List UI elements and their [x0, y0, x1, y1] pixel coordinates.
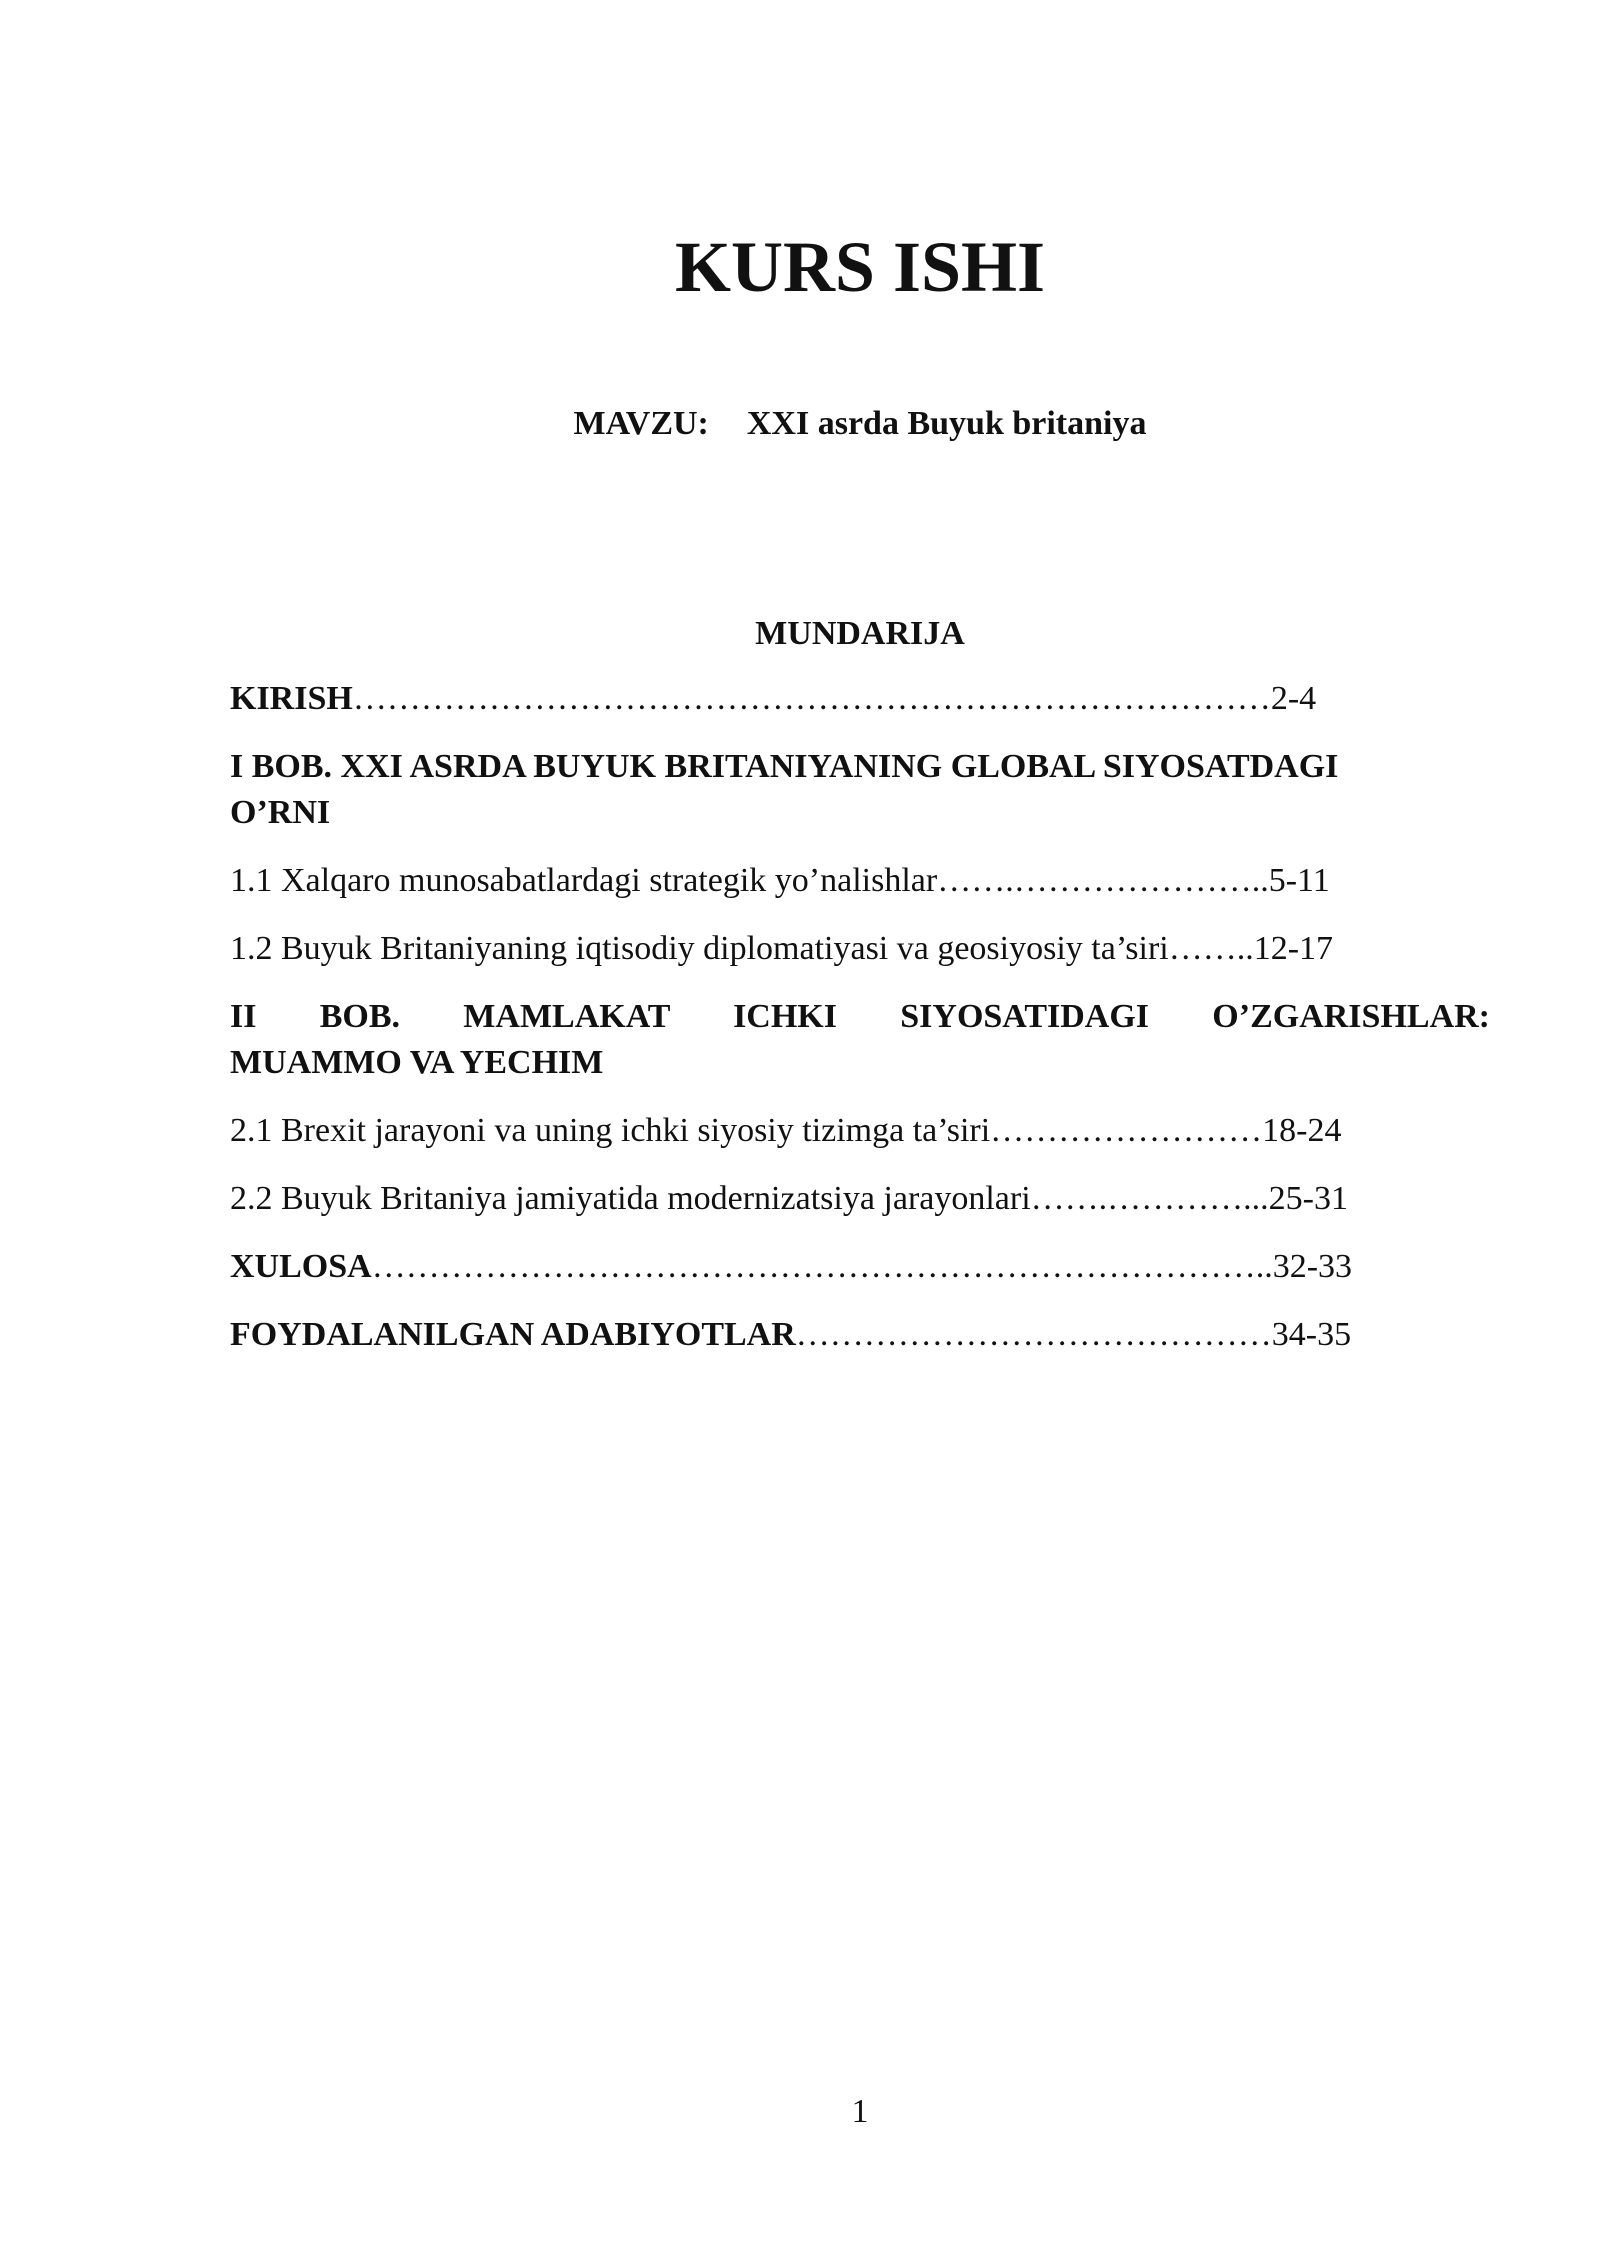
toc-chapter-title-line1: I BOB. XXI ASRDA BUYUK BRITANIYANING GLOBAL SIYOSATDAGI — [230, 748, 1339, 785]
toc-heading: MUNDARIJA — [755, 615, 965, 652]
toc-leader-dots: …….. — [1168, 930, 1254, 967]
toc-entry-1-2 — [230, 926, 1490, 972]
toc-entry-kirish — [230, 676, 1490, 722]
subject-text: XXI asrda Buyuk britaniya — [746, 405, 1147, 442]
toc-entry-pages: 2-4 — [1270, 680, 1317, 717]
toc-entry-label: XULOSA — [230, 1248, 372, 1285]
toc-leader-dots: …………………………………………………………………….. — [371, 1248, 1273, 1285]
toc-chapter-title-line1: II BOB. MAMLAKAT ICHKI SIYOSATIDAGI O’ZGARISHLAR: — [230, 998, 1490, 1035]
toc-leader-dots: …………………… — [990, 1112, 1263, 1149]
toc-entry-2-1 — [230, 1108, 1490, 1154]
toc-entry-label: 1.2 Buyuk Britaniyaning iqtisodiy diplomatiyasi va geosiyosiy ta’siri — [230, 930, 1169, 967]
toc-leader-dots: …….………………….. — [937, 862, 1269, 899]
toc-leader-dots: ……………………………………………………………………… — [352, 680, 1271, 717]
toc-entry-adabiyotlar — [230, 1312, 1490, 1358]
toc-chapter-2 — [230, 994, 1490, 1086]
toc-entry-pages: 18-24 — [1262, 1112, 1342, 1149]
toc-entry-pages: 25-31 — [1268, 1180, 1348, 1217]
toc-entry-1-1 — [230, 858, 1490, 904]
toc-leader-dots: …….…………... — [1030, 1180, 1269, 1217]
toc-entry-pages: 5-11 — [1268, 862, 1330, 899]
toc-entry-pages: 32-33 — [1272, 1248, 1353, 1285]
table-of-contents — [230, 676, 1490, 1380]
toc-entry-label: KIRISH — [230, 680, 353, 717]
toc-chapter-title-line2: MUAMMO VA YECHIM — [230, 1044, 604, 1081]
subject-line — [0, 402, 1600, 446]
toc-chapter-title-line2: O’RNI — [230, 794, 331, 831]
toc-entry-label: 1.1 Xalqaro munosabatlardagi strategik yo’nalishlar — [230, 862, 938, 899]
subject-label: MAVZU: — [573, 405, 709, 442]
toc-entry-2-2 — [230, 1176, 1490, 1222]
toc-leader-dots: …………………………………… — [795, 1316, 1272, 1353]
toc-entry-pages: 12-17 — [1253, 930, 1334, 967]
toc-entry-label: FOYDALANILGAN ADABIYOTLAR — [230, 1316, 796, 1353]
toc-entry-label: 2.2 Buyuk Britaniya jamiyatida modernizatsiya jarayonlari — [230, 1180, 1031, 1217]
page-title: KURS ISHI — [674, 227, 1046, 307]
toc-entry-pages: 34-35 — [1271, 1316, 1352, 1353]
toc-entry-xulosa — [230, 1244, 1490, 1290]
toc-chapter-1 — [230, 744, 1490, 836]
page-number: 1 — [851, 2093, 869, 2130]
toc-entry-label: 2.1 Brexit jarayoni va uning ichki siyosiy tizimga ta’siri — [230, 1112, 991, 1149]
